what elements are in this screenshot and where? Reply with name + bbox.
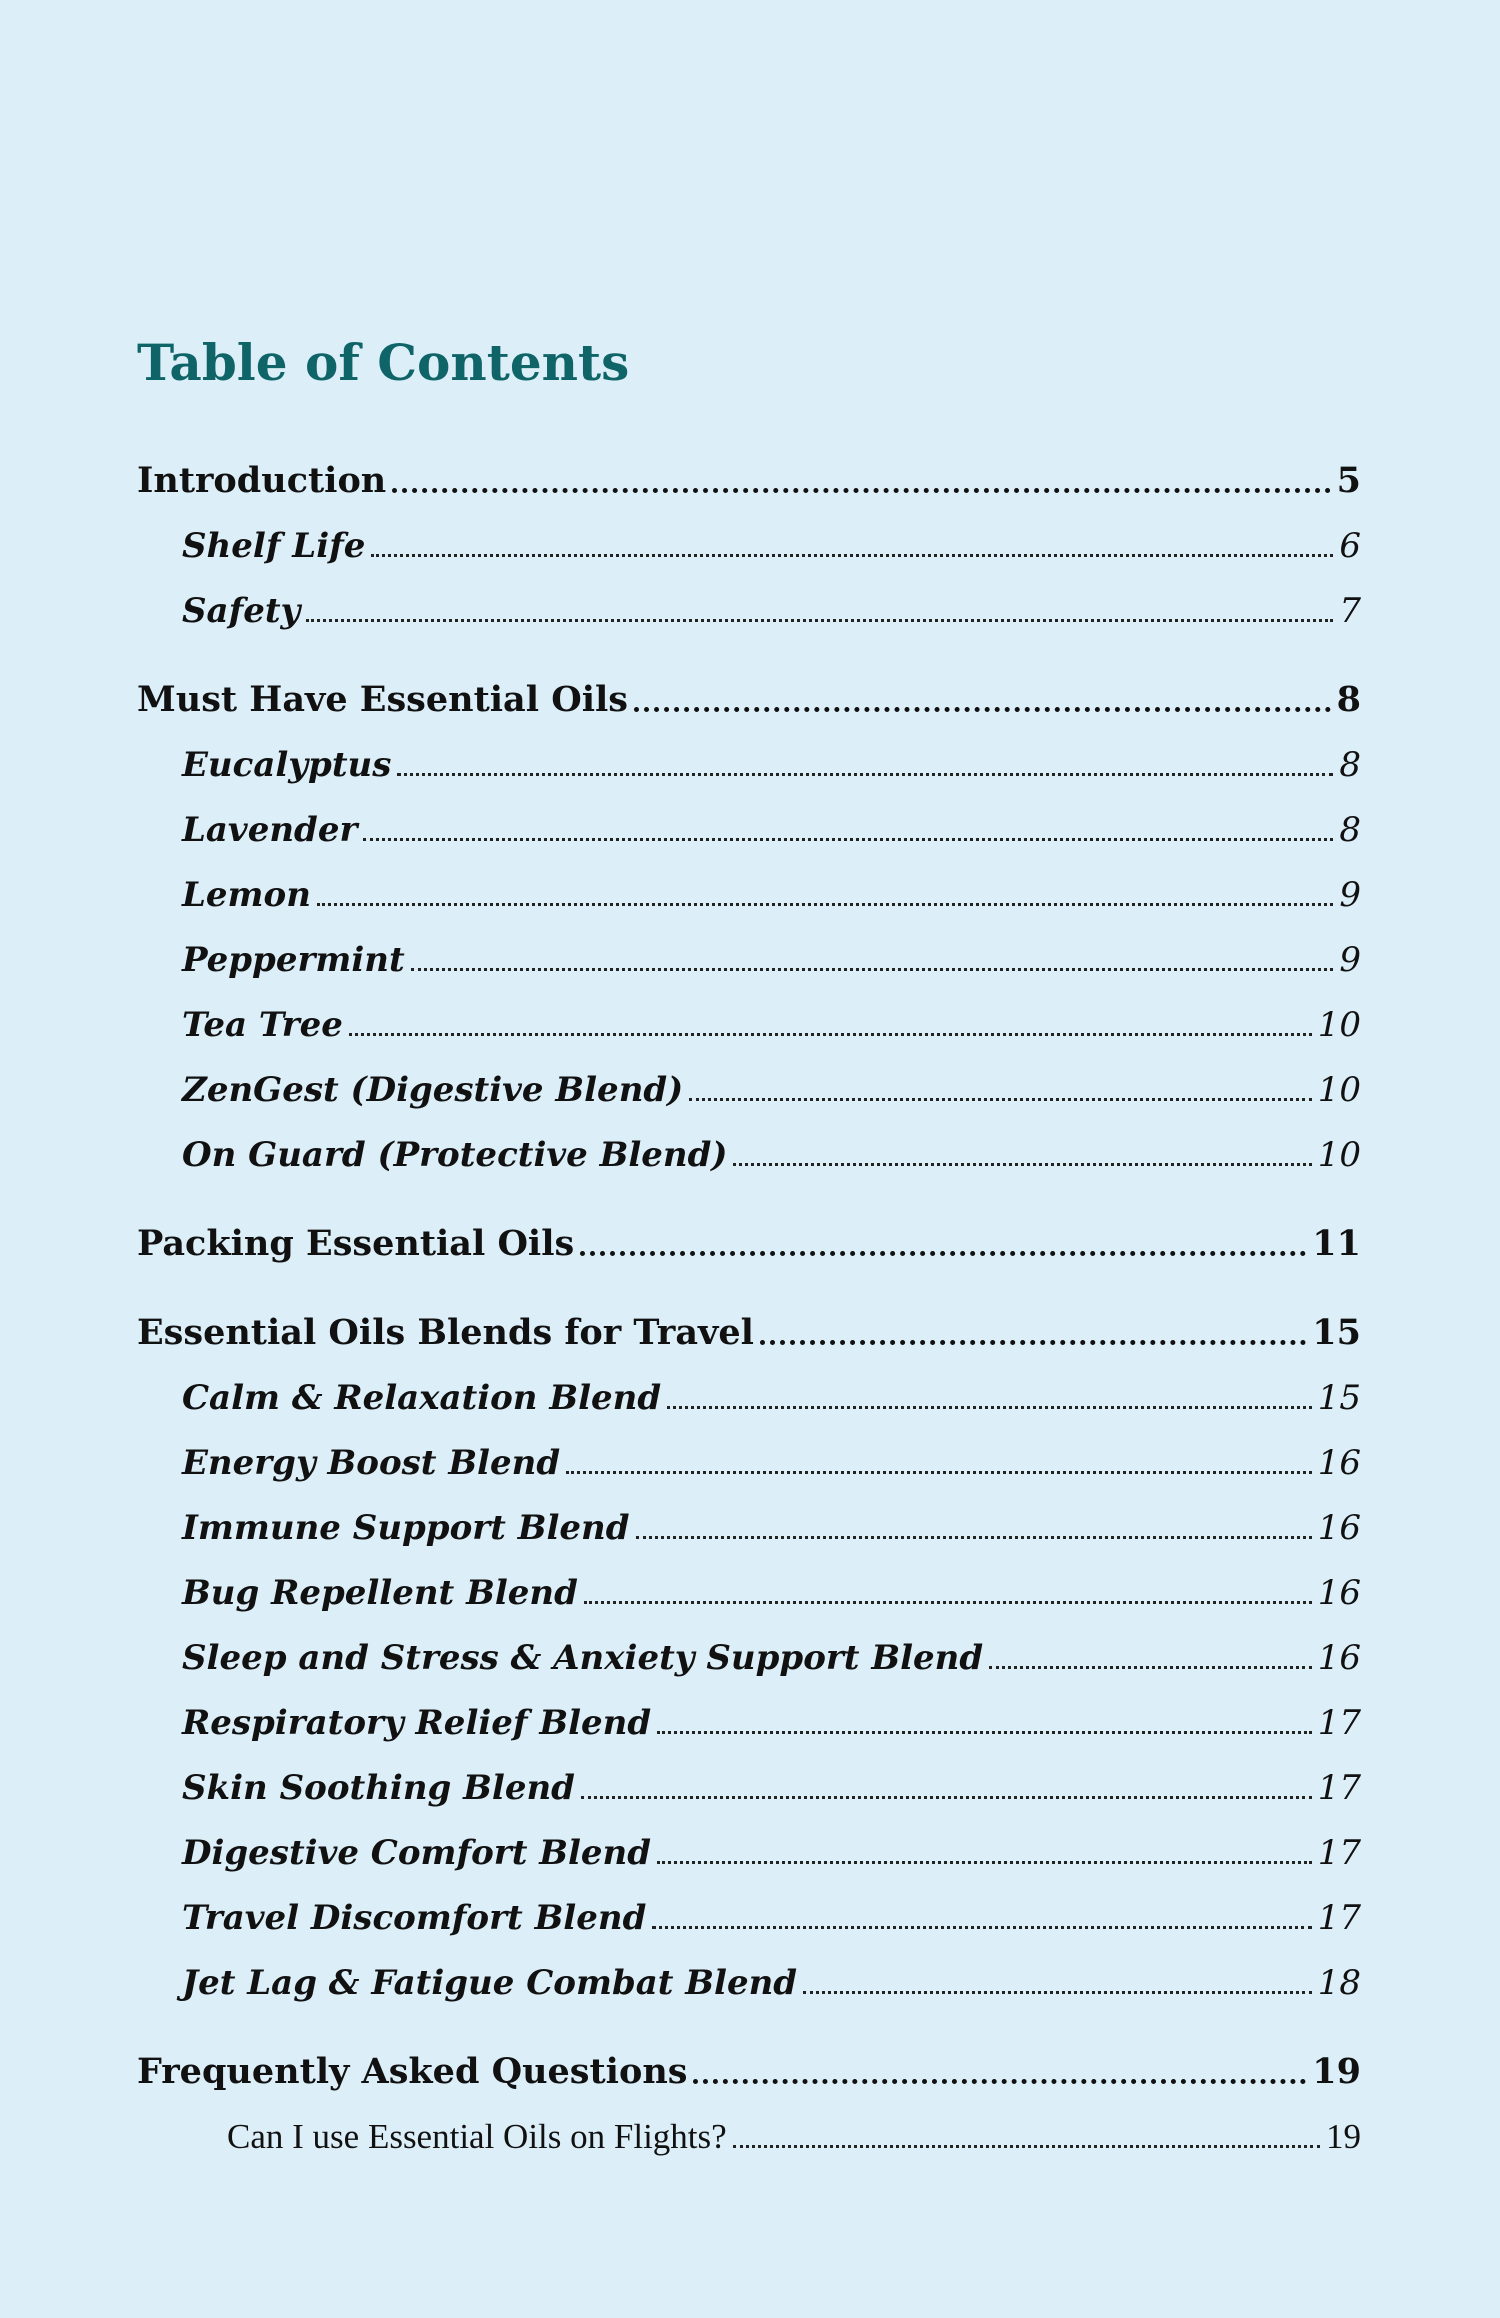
dot-leader xyxy=(657,1731,1312,1734)
toc-entry-packing-essential-oils[interactable] xyxy=(137,1211,1361,1276)
toc-page-number: 18 xyxy=(1317,1962,1361,2003)
dot-leader xyxy=(760,1340,1306,1345)
dot-leader xyxy=(636,1536,1312,1539)
dot-leader xyxy=(733,2145,1320,2148)
dot-leader xyxy=(306,619,1333,622)
toc-entry-label: Jet Lag & Fatigue Combat Blend xyxy=(182,1962,798,2003)
page-title: Table of Contents xyxy=(137,333,630,392)
dot-leader xyxy=(689,1098,1311,1101)
toc-entry-label: Must Have Essential Oils xyxy=(137,679,628,720)
toc-entry-safety[interactable] xyxy=(137,578,1361,643)
dot-leader xyxy=(397,773,1333,776)
toc-entry-respiratory-relief[interactable] xyxy=(137,1690,1361,1755)
toc-page-number: 15 xyxy=(1317,1377,1361,1418)
toc-entry-label: Can I use Essential Oils on Flights? xyxy=(227,2116,727,2156)
toc-list xyxy=(137,448,1361,2169)
dot-leader xyxy=(584,1601,1312,1604)
dot-leader xyxy=(363,838,1333,841)
dot-leader xyxy=(634,707,1331,712)
toc-entry-label: Digestive Comfort Blend xyxy=(182,1832,652,1873)
toc-page-number: 10 xyxy=(1317,1004,1361,1045)
toc-entry-label: Safety xyxy=(182,590,301,631)
toc-entry-label: Shelf Life xyxy=(182,525,366,566)
toc-entry-bug-repellent[interactable] xyxy=(137,1560,1361,1625)
dot-leader xyxy=(733,1163,1311,1166)
toc-page-number: 19 xyxy=(1312,2051,1361,2092)
toc-entry-label: Peppermint xyxy=(182,939,405,980)
toc-page-number: 16 xyxy=(1317,1572,1361,1613)
dot-leader xyxy=(566,1471,1312,1474)
dot-leader xyxy=(317,903,1333,906)
toc-page-number: 16 xyxy=(1317,1507,1361,1548)
dot-leader xyxy=(652,1926,1311,1929)
toc-entry-label: Energy Boost Blend xyxy=(182,1442,561,1483)
dot-leader xyxy=(693,2079,1306,2084)
toc-entry-calm-relaxation[interactable] xyxy=(137,1365,1361,1430)
toc-entry-label: Tea Tree xyxy=(182,1004,343,1045)
toc-page-number: 19 xyxy=(1326,2116,1361,2156)
toc-entry-eucalyptus[interactable] xyxy=(137,732,1361,797)
toc-entry-label: Packing Essential Oils xyxy=(137,1223,575,1264)
toc-entry-label: Respiratory Relief Blend xyxy=(182,1702,652,1743)
toc-entry-label: ZenGest (Digestive Blend) xyxy=(182,1069,684,1110)
toc-entry-on-guard[interactable] xyxy=(137,1122,1361,1187)
toc-entry-label: On Guard (Protective Blend) xyxy=(182,1134,728,1175)
toc-page-number: 8 xyxy=(1336,679,1361,720)
toc-entry-peppermint[interactable] xyxy=(137,927,1361,992)
toc-page-number: 9 xyxy=(1339,874,1361,915)
toc-entry-label: Lavender xyxy=(182,809,358,850)
toc-page-number: 16 xyxy=(1317,1637,1361,1678)
toc-entry-label: Bug Repellent Blend xyxy=(182,1572,578,1613)
toc-entry-travel-discomfort[interactable] xyxy=(137,1885,1361,1950)
toc-page-number: 17 xyxy=(1317,1702,1361,1743)
toc-page-number: 10 xyxy=(1317,1069,1361,1110)
toc-entry-lavender[interactable] xyxy=(137,797,1361,862)
toc-page-number: 8 xyxy=(1339,809,1361,850)
dot-leader xyxy=(580,1251,1306,1256)
dot-leader xyxy=(657,1861,1312,1864)
document-page xyxy=(137,0,1361,2318)
toc-page-number: 8 xyxy=(1339,744,1361,785)
dot-leader xyxy=(411,968,1334,971)
toc-entry-label: Eucalyptus xyxy=(182,744,392,785)
toc-entry-must-have-essential-oils[interactable] xyxy=(137,667,1361,732)
toc-entry-label: Travel Discomfort Blend xyxy=(182,1897,647,1938)
toc-page-number: 16 xyxy=(1317,1442,1361,1483)
dot-leader xyxy=(989,1666,1312,1669)
toc-entry-energy-boost[interactable] xyxy=(137,1430,1361,1495)
toc-entry-blends-for-travel[interactable] xyxy=(137,1300,1361,1365)
toc-entry-jet-lag-fatigue[interactable] xyxy=(137,1950,1361,2015)
toc-page-number: 7 xyxy=(1339,590,1361,631)
toc-entry-tea-tree[interactable] xyxy=(137,992,1361,1057)
toc-page-number: 5 xyxy=(1336,460,1361,501)
toc-entry-flights[interactable] xyxy=(137,2104,1361,2169)
toc-page-number: 11 xyxy=(1312,1223,1361,1264)
toc-entry-label: Frequently Asked Questions xyxy=(137,2051,688,2092)
toc-entry-faq[interactable] xyxy=(137,2039,1361,2104)
toc-page-number: 15 xyxy=(1312,1312,1361,1353)
toc-entry-zengest[interactable] xyxy=(137,1057,1361,1122)
toc-entry-sleep-stress-anxiety[interactable] xyxy=(137,1625,1361,1690)
toc-entry-label: Lemon xyxy=(182,874,311,915)
dot-leader xyxy=(581,1796,1312,1799)
toc-entry-shelf-life[interactable] xyxy=(137,513,1361,578)
toc-entry-immune-support[interactable] xyxy=(137,1495,1361,1560)
toc-entry-lemon[interactable] xyxy=(137,862,1361,927)
toc-entry-introduction[interactable] xyxy=(137,448,1361,513)
dot-leader xyxy=(667,1406,1312,1409)
toc-page-number: 17 xyxy=(1317,1767,1361,1808)
toc-page-number: 6 xyxy=(1339,525,1361,566)
toc-entry-digestive-comfort[interactable] xyxy=(137,1820,1361,1885)
toc-entry-label: Introduction xyxy=(137,460,387,501)
toc-entry-label: Essential Oils Blends for Travel xyxy=(137,1312,754,1353)
toc-page-number: 10 xyxy=(1317,1134,1361,1175)
toc-entry-skin-soothing[interactable] xyxy=(137,1755,1361,1820)
toc-entry-label: Calm & Relaxation Blend xyxy=(182,1377,662,1418)
dot-leader xyxy=(371,554,1333,557)
toc-entry-label: Immune Support Blend xyxy=(182,1507,630,1548)
dot-leader xyxy=(349,1033,1312,1036)
toc-entry-label: Skin Soothing Blend xyxy=(182,1767,575,1808)
toc-page-number: 17 xyxy=(1317,1897,1361,1938)
dot-leader xyxy=(803,1991,1312,1994)
dot-leader xyxy=(392,488,1330,493)
toc-entry-label: Sleep and Stress & Anxiety Support Blend xyxy=(182,1637,984,1678)
toc-page-number: 17 xyxy=(1317,1832,1361,1873)
toc-page-number: 9 xyxy=(1339,939,1361,980)
